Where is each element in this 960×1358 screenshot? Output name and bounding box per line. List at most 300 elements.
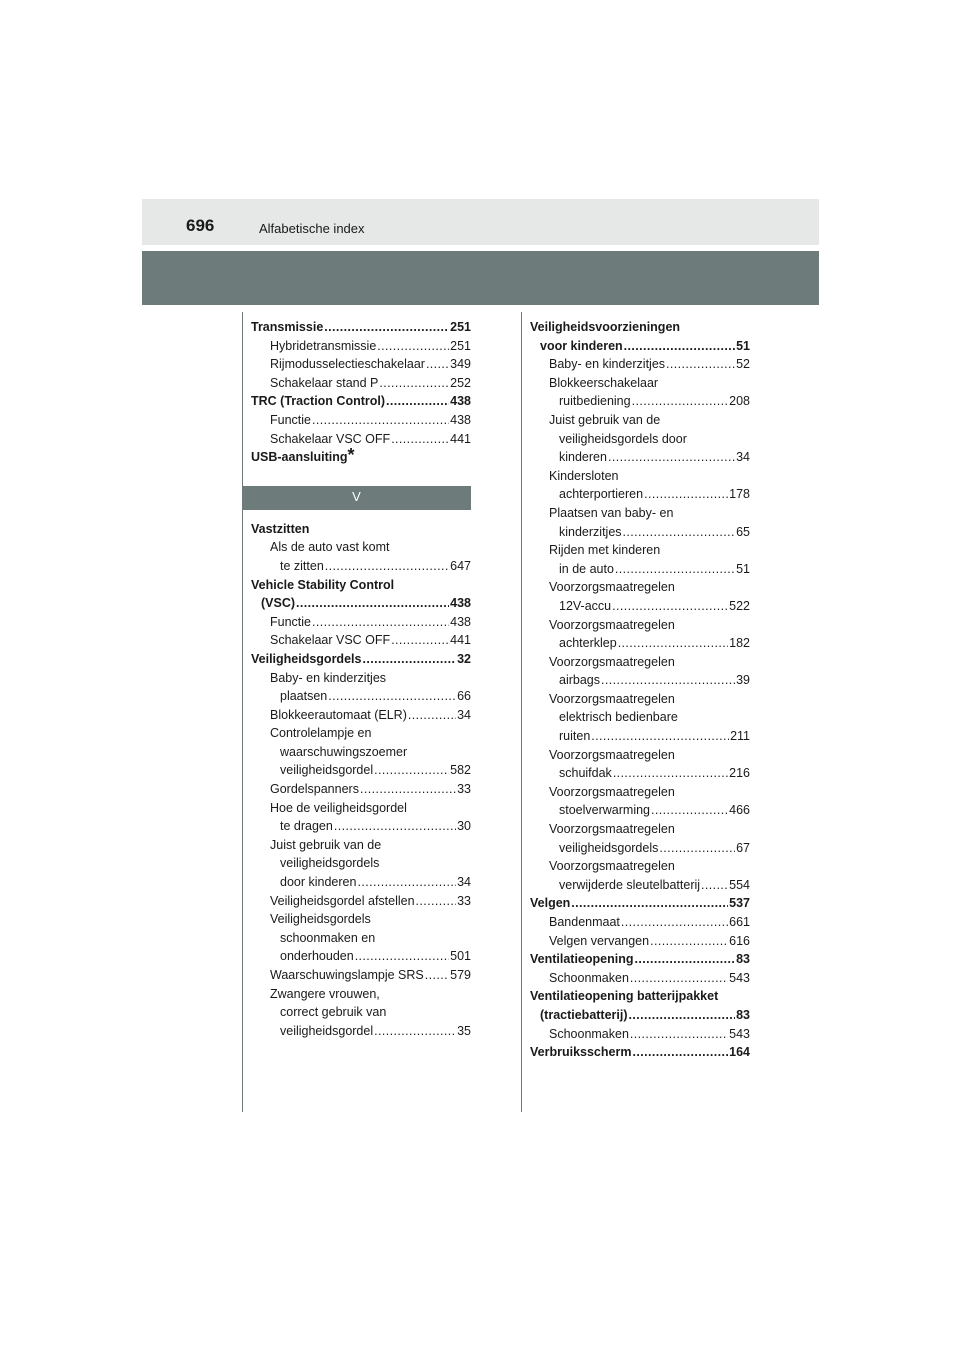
index-entry-sub [530,578,750,615]
page-reference: 251 [450,320,471,334]
index-term: Schoonmaken [549,1026,629,1041]
index-entry-line [270,780,471,799]
index-entry-main [530,950,750,969]
dot-leader [571,894,728,913]
dot-leader [624,337,735,356]
index-term: correct gebruik van [280,1005,387,1020]
index-term: Schakelaar VSC OFF [270,431,391,446]
page-reference: 65 [736,524,750,539]
index-term: Blokkeerschakelaar [549,375,659,390]
page-reference: 39 [736,673,750,688]
index-entry-line [549,411,750,430]
left-entries-bottom [251,520,471,1041]
index-term: Transmissie [251,320,324,334]
index-entry-line [549,876,750,895]
page-reference: 216 [729,766,750,781]
index-term: Voorzorgsmaatregelen [549,691,675,706]
index-term: kinderen [559,450,607,465]
index-entry-sub [251,355,471,374]
index-entry-line [270,669,471,688]
index-entry-line [251,520,471,539]
dot-leader [312,613,449,632]
dot-leader [608,448,735,467]
index-entry-line [270,873,471,892]
index-term: in de auto [559,561,614,576]
index-entry-line [530,337,750,356]
index-entry-line: USB-aansluiting * [251,445,355,466]
page-reference: 34 [457,707,471,722]
index-term: Gordelspanners [270,782,359,797]
dot-leader [425,966,449,985]
index-term: (tractiebatterij) [540,1007,628,1022]
index-entry-sub [530,374,750,411]
page-reference: 579 [450,968,471,982]
index-entry-sub [251,910,471,966]
page-reference: 438 [450,412,471,427]
index-entry-sub [530,690,750,746]
index-term: Functie [270,614,311,629]
page-reference: 208 [729,394,750,409]
dot-leader [615,560,735,579]
index-entry-line [549,541,750,560]
index-entry-line [270,947,471,966]
index-entry-line [270,985,471,1004]
index-entry-sub [251,430,471,449]
index-term: Plaatsen van baby- en [549,505,674,520]
index-term: Voorzorgsmaatregelen [549,747,675,762]
index-term: Zwangere vrouwen, [270,986,380,1001]
index-entry-sub [530,616,750,653]
index-entry-sub [530,1025,750,1044]
index-entry-line [549,913,750,932]
index-entry-sub [530,541,750,578]
index-term: veiligheidsgordel [280,763,374,778]
index-term: waarschuwingszoemer [280,744,408,759]
page-reference: 83 [736,1007,750,1022]
index-term: Voorzorgsmaatregelen [549,654,675,669]
index-entry-line [549,857,750,876]
page-reference: 543 [729,1026,750,1041]
index-term: Schakelaar VSC OFF [270,633,391,648]
index-entry-line [549,355,750,374]
dot-leader [357,873,456,892]
index-term: Bandenmaat [549,915,620,929]
index-entry-line [549,932,750,951]
dot-leader [629,1006,736,1025]
index-entry-line [530,1043,750,1062]
dot-leader [416,892,457,911]
page-reference: 51 [736,338,750,353]
index-term: Voorzorgsmaatregelen [549,859,675,874]
page-reference: 252 [450,375,471,390]
index-entry-main [251,650,471,669]
page-reference: 66 [457,689,471,704]
page-reference: 32 [457,651,471,666]
index-term: Voorzorgsmaatregelen [549,580,675,595]
index-entry-line [549,430,750,449]
page-reference: 34 [457,875,471,890]
index-entry-line [270,557,471,576]
index-entry-sub [251,985,471,1041]
index-term: Velgen vervangen [549,933,650,948]
index-entry-line [549,448,750,467]
left-column-rule [242,312,243,1112]
page-reference: 251 [450,338,471,353]
page-reference: 83 [736,952,750,967]
index-entry-line [270,854,471,873]
index-term: veiligheidsgordels door [559,431,687,446]
page-number: 696 [186,216,215,235]
index-term: Waarschuwingslampje SRS [270,968,424,982]
index-entry-sub [251,799,471,836]
index-entry-line [270,430,471,449]
dot-leader [355,947,449,966]
dot-leader [377,337,449,356]
index-term: stoelverwarming [559,803,651,818]
index-term: te dragen [280,819,333,834]
index-entry-main [251,318,471,337]
header-bar [142,199,819,245]
dot-leader [623,523,736,542]
dot-leader [613,764,728,783]
index-entry-line [549,969,750,988]
index-term: ruitbediening [559,394,631,409]
page-reference: 211 [730,729,750,744]
page-reference: 441 [450,431,471,446]
index-entry-main [251,576,471,613]
index-entry-line [251,392,471,411]
dot-leader [334,817,456,836]
right-entries [530,318,750,1062]
page-reference: 30 [457,819,471,834]
index-term: veiligheidsgordel [280,1023,374,1038]
page-reference: 35 [457,1023,471,1038]
index-entry-line [549,801,750,820]
index-entry-line [270,1022,471,1041]
index-entry-main [530,894,750,913]
dot-leader [360,780,456,799]
index-entry-line [270,892,471,911]
index-entry-line [549,634,750,653]
index-term: verwijderde sleutelbatterij [559,877,701,892]
index-entry-sub [251,631,471,650]
index-entry-line [270,355,471,374]
index-entry-line [251,594,471,613]
index-term: te zitten [280,558,324,573]
dot-leader [312,411,449,430]
left-entries-top [251,318,471,467]
index-term: Vehicle Stability Control [251,577,395,592]
index-term: achterportieren [559,487,644,502]
section-letter: V [352,489,361,505]
index-entry-line [251,650,471,669]
dot-leader [391,430,449,449]
dot-leader [618,634,728,653]
index-term: Voorzorgsmaatregelen [549,822,675,837]
header-band [142,251,819,305]
index-entry-main [530,987,750,1024]
index-entry-line [549,392,750,411]
index-entry-line [549,504,750,523]
page-reference: 543 [729,970,750,985]
index-term: Voorzorgsmaatregelen [549,784,675,799]
index-entry-sub [530,411,750,467]
index-entry-line [530,950,750,969]
index-entry-sub [530,783,750,820]
index-term: Hoe de veiligheidsgordel [270,800,407,815]
index-entry-sub [530,504,750,541]
index-column-left [251,318,471,1040]
index-entry-line [270,613,471,632]
dot-leader [391,631,449,650]
dot-leader [386,392,449,411]
dot-leader [621,913,728,932]
page-reference: 554 [729,877,750,892]
index-entry-line [270,761,471,780]
index-entry-main [251,520,471,539]
page-reference: 501 [450,949,471,964]
right-column-rule [521,312,522,1112]
page-reference: 647 [450,558,471,573]
index-entry-line [251,318,471,337]
index-entry-line [549,671,750,690]
page-reference: 661 [729,915,750,929]
index-entry-line [270,836,471,855]
index-entry-sub [251,411,471,430]
index-entry-sub [530,820,750,857]
index-entry-sub [251,613,471,632]
index-column-right [530,318,750,1062]
page-reference: 33 [457,782,471,797]
index-entry-line [251,576,471,595]
index-entry-line [549,578,750,597]
index-entry-line [549,820,750,839]
dot-leader [666,355,735,374]
index-entry-line [549,1025,750,1044]
index-entry-line [270,631,471,650]
index-entry-line [549,523,750,542]
dot-leader [630,1025,728,1044]
dot-leader [374,1022,456,1041]
index-term: schuifdak [559,766,612,781]
index-entry-sub [251,669,471,706]
page-reference: 178 [729,487,750,502]
index-term: Blokkeerautomaat (ELR) [270,707,407,722]
index-term: Verbruiksscherm [530,1045,632,1060]
page-reference: 466 [729,803,750,818]
index-term: Veiligheidsgordels [270,912,371,927]
index-entry-line [530,318,750,337]
index-entry-sub [251,892,471,911]
index-term: voor kinderen [540,338,623,353]
index-entry-sub [530,913,750,932]
index-entry-sub [251,780,471,799]
dot-leader [630,969,728,988]
index-term: Rijden met kinderen [549,543,661,558]
dot-leader [374,761,449,780]
index-entry-line [270,929,471,948]
index-term: Hybridetransmissie [270,338,377,353]
index-term: elektrisch bedienbare [559,710,678,725]
dot-leader [325,557,449,576]
index-entry-sub [251,836,471,892]
index-term: Velgen [530,896,571,911]
index-entry-line [549,746,750,765]
index-entry-line [270,817,471,836]
index-entry-line [549,783,750,802]
index-term: Kindersloten [549,468,619,483]
index-entry-main [530,1043,750,1062]
index-term: Baby- en kinderzitjes [549,357,666,372]
index-entry-sub [251,538,471,575]
index-term: TRC (Traction Control) [251,394,386,409]
index-entry-sub [530,746,750,783]
page-reference: 51 [736,561,750,576]
dot-leader [426,355,449,374]
index-entry-line [530,1006,750,1025]
index-entry-sub [530,932,750,951]
index-term: Ventilatieopening batterijpakket [530,989,719,1004]
dot-leader [408,706,456,725]
index-entry-line [530,894,750,913]
index-term: Vastzitten [251,521,310,536]
page-title: Alfabetische index [259,221,365,236]
index-entry-line [549,616,750,635]
index-entry-line [549,727,750,746]
index-term: airbags [559,673,600,688]
dot-leader [701,876,728,895]
index-entry-line [549,708,750,727]
index-term: Baby- en kinderzitjes [270,670,387,685]
index-term: (VSC) [261,596,296,611]
dot-leader [591,727,729,746]
index-entry-main [251,392,471,411]
page-reference: 438 [450,614,471,629]
section-header-v [242,486,471,510]
index-entry-line [549,653,750,672]
index-term: Veiligheidsvoorzieningen [530,320,681,334]
index-entry-line [270,374,471,393]
page-reference: 522 [729,598,750,613]
index-term: ruiten [559,729,591,744]
dot-leader [328,687,456,706]
index-term: veiligheidsgordels [559,840,659,855]
page-reference: 34 [736,450,750,465]
dot-leader [650,932,728,951]
dot-leader [296,594,449,613]
index-entry-line [270,799,471,818]
page-reference: 67 [736,840,750,855]
dot-leader [632,392,729,411]
page-reference: 616 [729,933,750,948]
index-entry-line [549,839,750,858]
index-entry-line [270,411,471,430]
index-entry-line [270,538,471,557]
dot-leader [651,801,728,820]
index-term: Veiligheidsgordel afstellen [270,893,415,908]
index-entry-sub [530,653,750,690]
index-entry-line [270,706,471,725]
index-term: kinderzitjes [559,524,622,539]
index-entry-main [530,318,750,355]
index-entry-line [270,687,471,706]
index-term: onderhouden [280,949,354,964]
index-entry-sub [251,966,471,985]
dot-leader [632,1043,728,1062]
index-term: achterklep [559,636,617,651]
index-term: Schakelaar stand P [270,375,379,390]
index-term: Veiligheidsgordels [251,651,362,666]
index-term: Als de auto vast komt [270,540,390,555]
index-entry-line [270,966,471,985]
index-term: Controlelampje en [270,726,372,741]
page-reference: 438 [450,394,471,409]
dot-leader [324,318,449,337]
index-term: schoonmaken en [280,930,376,945]
dot-leader [644,485,728,504]
index-entry-line [270,724,471,743]
index-term: Voorzorgsmaatregelen [549,617,675,632]
index-entry-line [549,597,750,616]
index-entry-line [530,987,750,1006]
page-reference: 438 [450,596,471,611]
index-term: 12V-accu [559,598,612,613]
page-reference: 441 [450,633,471,648]
index-entry-line [549,467,750,486]
index-entry-line [270,910,471,929]
page-reference: 33 [457,893,471,908]
page-reference: 349 [450,357,471,372]
index-entry-line [549,485,750,504]
index-term: Functie [270,412,311,427]
page-reference: 582 [450,763,471,778]
index-term: USB-aansluiting [251,450,348,465]
index-term: plaatsen [280,689,328,704]
index-term: Juist gebruik van de [549,412,661,427]
index-term: Schoonmaken [549,970,629,985]
dot-leader [635,950,736,969]
index-entry-sub [530,355,750,374]
index-entry-line [270,743,471,762]
index-entry-line [270,337,471,356]
page-reference: 164 [729,1045,750,1060]
index-entry-line [549,690,750,709]
index-entry-sub [251,724,471,780]
page-reference: 537 [729,896,750,911]
dot-leader [379,374,449,393]
index-entry-sub [530,969,750,988]
page-reference: 182 [729,636,750,651]
index-entry-line [549,374,750,393]
dot-leader [362,650,456,669]
index-entry-sub [251,374,471,393]
index-term: door kinderen [280,875,357,890]
index-term: veiligheidsgordels [280,856,380,871]
page-reference: 52 [736,357,750,372]
index-entry-main [251,445,471,467]
index-entry-line [549,560,750,579]
index-entry-line [549,764,750,783]
index-entry-sub [251,706,471,725]
dot-leader [601,671,735,690]
index-entry-sub [251,337,471,356]
dot-leader [659,839,735,858]
dot-leader [612,597,728,616]
index-term: Ventilatieopening [530,952,634,967]
index-term: Juist gebruik van de [270,837,382,852]
index-entry-line [270,1003,471,1022]
index-entry-sub [530,467,750,504]
